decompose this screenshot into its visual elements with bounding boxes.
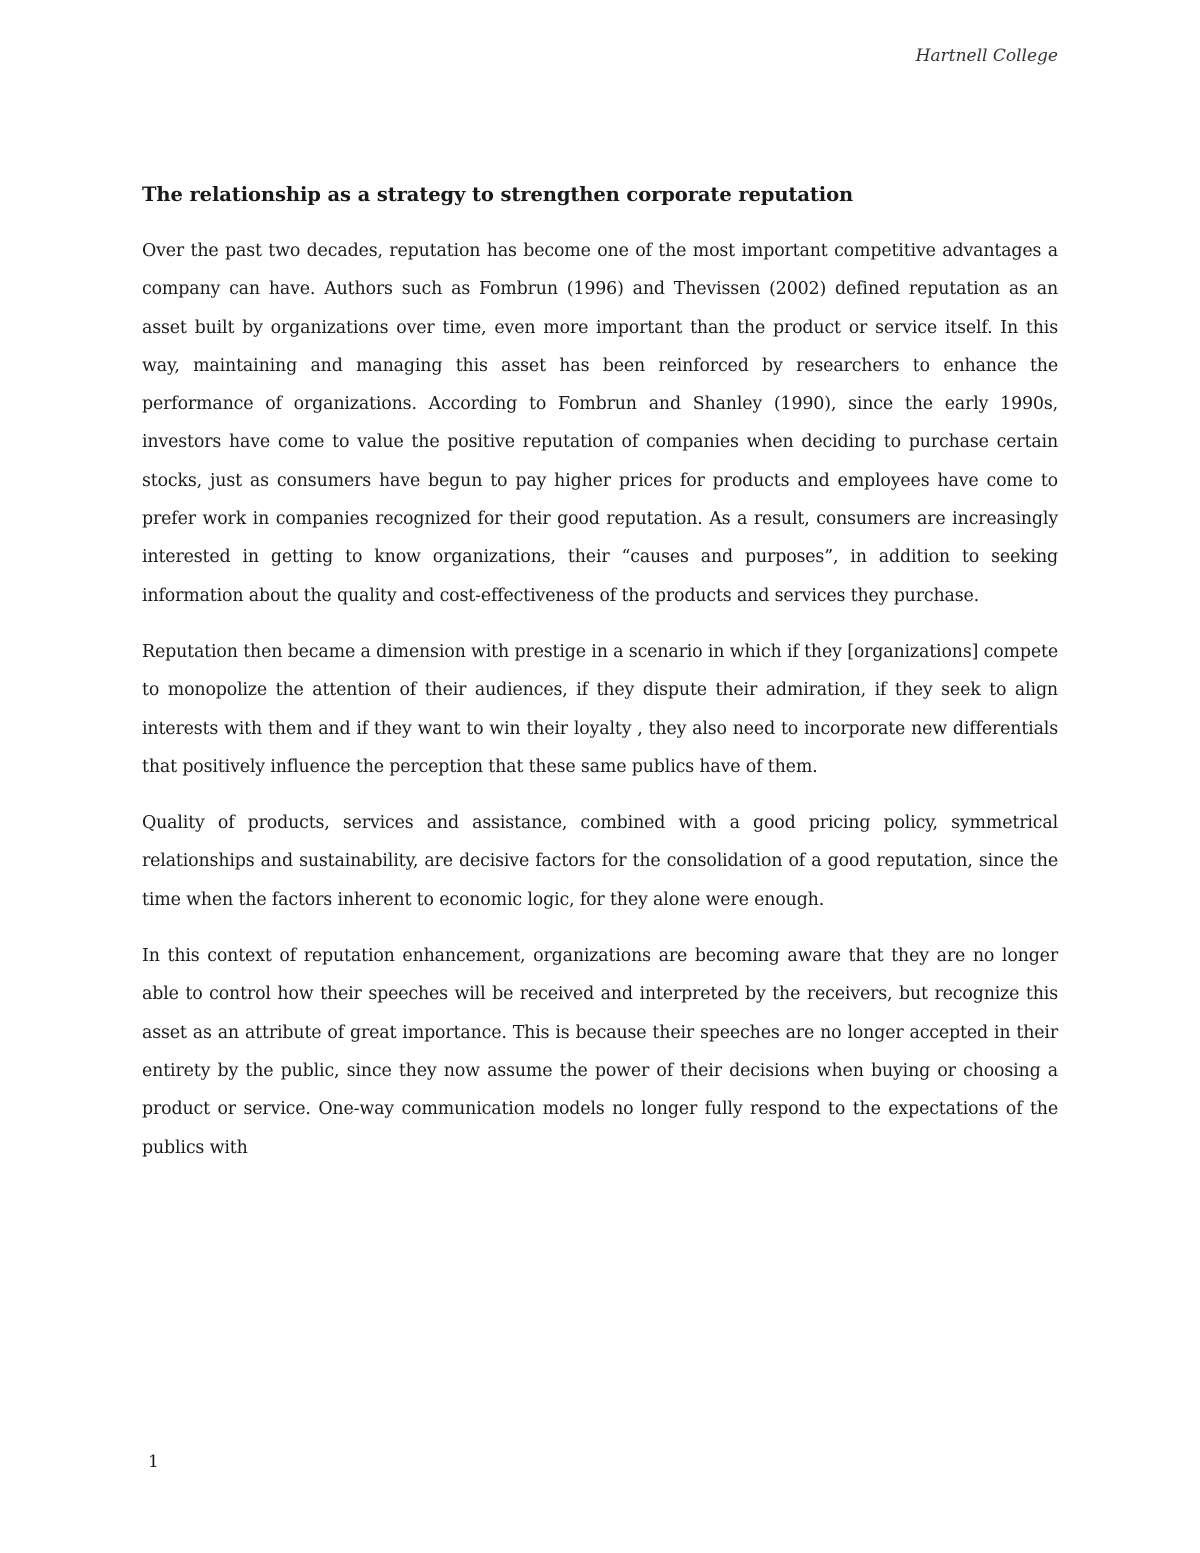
page-header-institution: Hartnell College <box>915 46 1058 66</box>
paragraph-1: Over the past two decades, reputation has become one of the most important competitive advantages a company can have. Authors such as Fombrun (1996) and Thevissen (2002) defined reputation as an asset built by organizations over time, even more important than the product or service itself. In this way, maintaining and managing this asset has been reinforced by researchers to enhance the performance of organizations. According to Fombrun and Shanley (1990), since the early 1990s, investors have come to value the positive reputation of companies when deciding to purchase certain stocks, just as consumers have begun to pay higher prices for products and employees have come to prefer work in companies recognized for their good reputation. As a result, consumers are increasingly interested in getting to know organizations, their “causes and purposes”, in addition to seeking information about the quality and cost-effectiveness of the products and services they purchase. <box>142 241 1058 606</box>
page-number: 1 <box>148 1452 159 1472</box>
document-title: The relationship as a strategy to strengthen corporate reputation <box>142 183 854 206</box>
paragraph-4: In this context of reputation enhancement, organizations are becoming aware that they are no longer able to control how their speeches will be received and interpreted by the receivers, but recognize this asset as an attribute of great importance. This is because their speeches are no longer accepted in their entirety by the public, since they now assume the power of their decisions when buying or choosing a product or service. One-way communication models no longer fully respond to the expectations of the publics with <box>142 946 1058 1158</box>
paragraph-2: Reputation then became a dimension with prestige in a scenario in which if they [organizations] compete to monopolize the attention of their audiences, if they dispute their admiration, if they seek to align interests with them and if they want to win their loyalty , they also need to incorporate new differentials that positively influence the perception that these same publics have of them. <box>142 641 1058 777</box>
paragraph-3: Quality of products, services and assistance, combined with a good pricing policy, symmetrical relationships and sustainability, are decisive factors for the consolidation of a good reputation, since the time when the factors inherent to economic logic, for they alone were enough. <box>142 813 1058 910</box>
document-body <box>142 180 1058 1185</box>
